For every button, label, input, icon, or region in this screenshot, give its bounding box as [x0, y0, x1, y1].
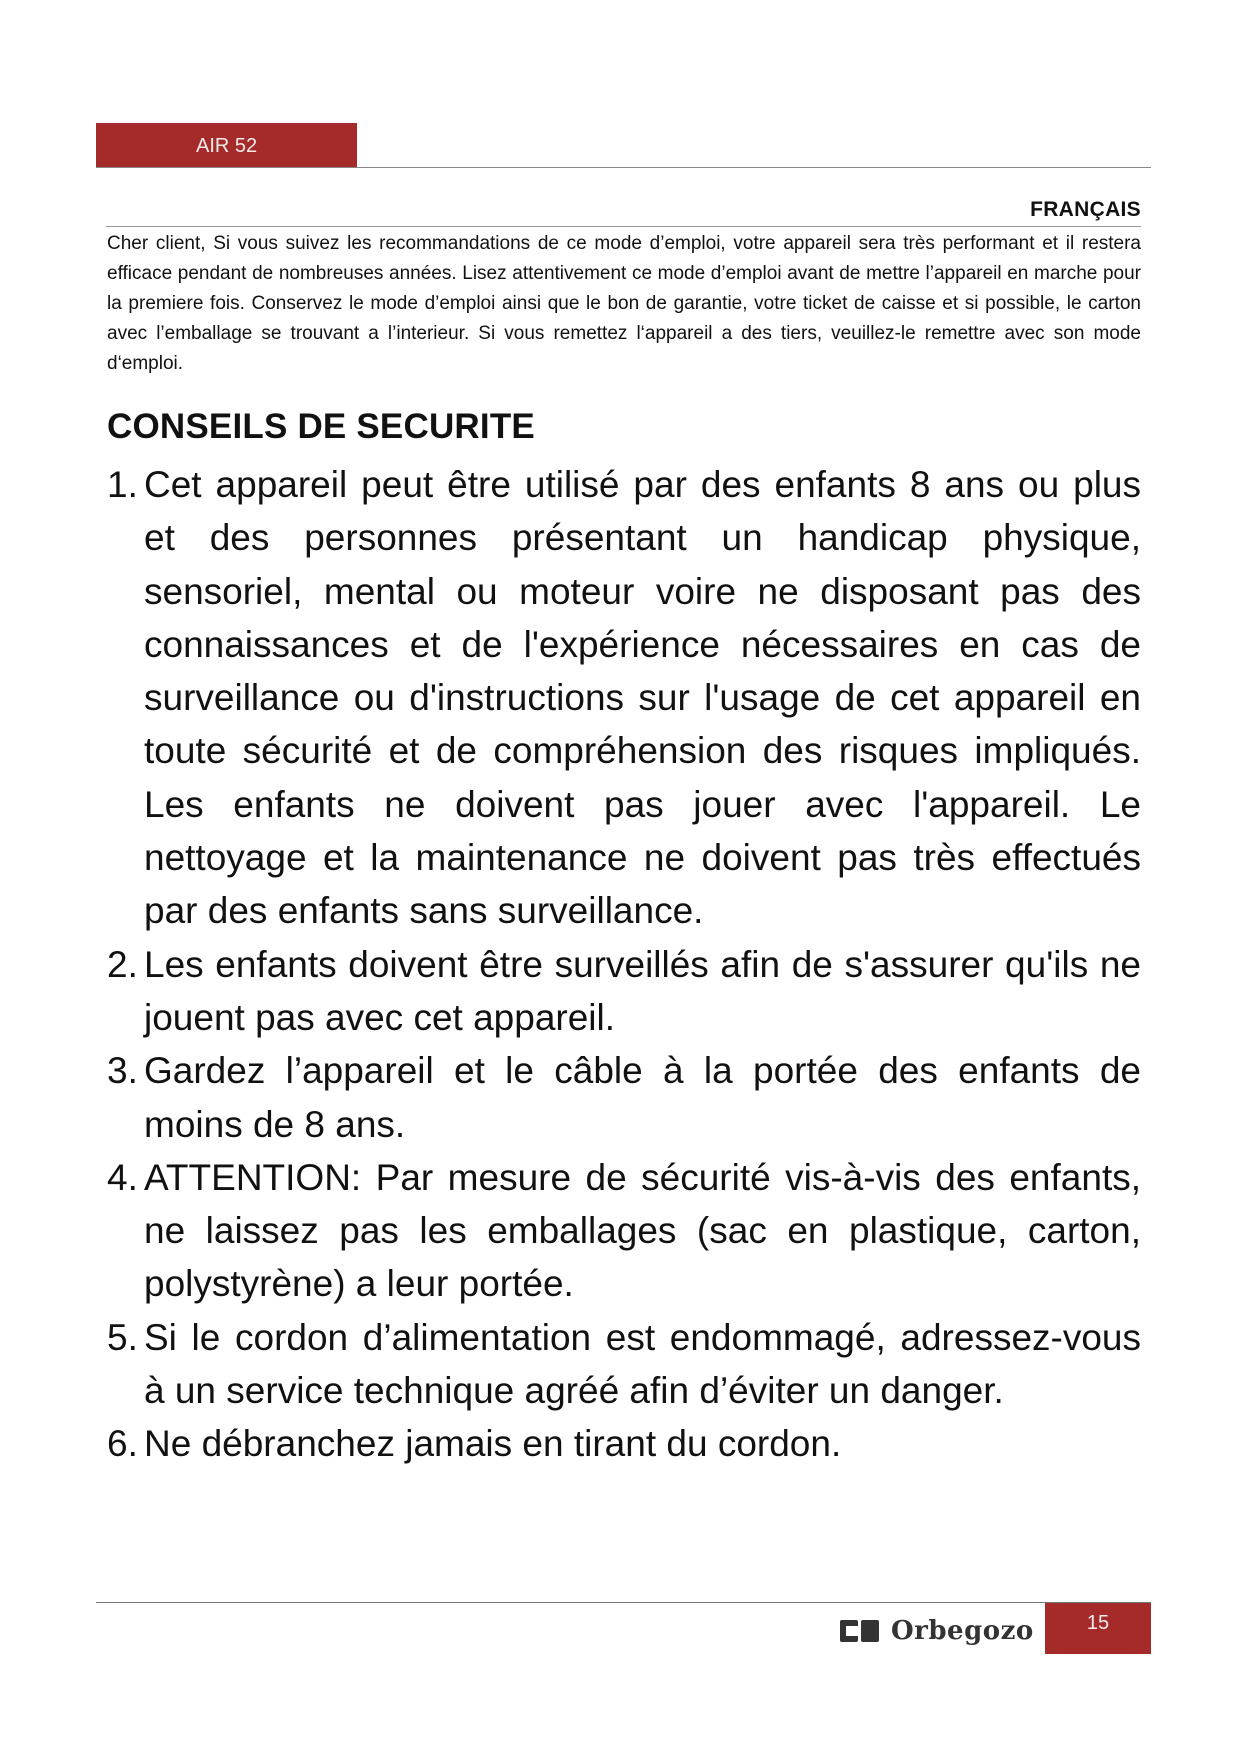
list-item — [107, 1044, 1141, 1151]
list-item — [107, 1417, 1141, 1470]
intro-paragraph: Cher client, Si vous suivez les recommandations de ce mode d’emploi, votre appareil sera très performant et il restera efficace pendant de nombreuses années. Lisez attentivement ce mode d’emploi avant de mettre l’appareil en marche pour la premiere fois. Conservez le mode d’emploi ainsi que le bon de garantie, votre ticket de caisse et si possible, le carton avec l’emballage se trouvant a l’interieur. Si vous remettez l‘appareil a des tiers, veuillez-le remettre avec son mode d‘emploi. — [107, 233, 1141, 374]
item-text: Ne débranchez jamais en tirant du cordon. — [144, 1423, 842, 1465]
item-text: ATTENTION: Par mesure de sécurité vis-à-vis des enfants, ne laissez pas les emballages (sac en plastique, carton, polystyrène) a leur portée. — [144, 1156, 1141, 1305]
section-title: CONSEILS DE SECURITE — [107, 407, 535, 446]
brand-name: Orbegozo — [891, 1616, 1034, 1646]
item-number: 5. — [107, 1316, 138, 1358]
safety-list — [107, 458, 1141, 1471]
brand-mark-icon — [840, 1620, 879, 1642]
item-number: 2. — [107, 943, 138, 985]
list-item — [107, 1311, 1141, 1418]
page-number: 15 — [1045, 1603, 1151, 1654]
list-item — [107, 458, 1141, 938]
item-text: Si le cordon d’alimentation est endommagé, adressez-vous à un service technique agréé afin d’éviter un danger. — [144, 1316, 1141, 1412]
item-text: Gardez l’appareil et le câble à la portée des enfants de moins de 8 ans. — [144, 1050, 1141, 1145]
footer-divider — [96, 1602, 1151, 1603]
item-number: 3. — [107, 1050, 138, 1092]
item-text: Cet appareil peut être utilisé par des enfants 8 ans ou plus et des personnes présentant un handicap physique, sensoriel, mental ou moteur voire ne disposant pas des connaissances et de l'expérience nécessaires en cas de surveillance ou d'instructions sur l'usage de cet appareil en toute sécurité et de compréhension des risques impliqués. Les enfants ne doivent pas jouer avec l'appareil. Le nettoyage et la maintenance ne doivent pas très effectués par des enfants sans surveillance. — [144, 464, 1141, 932]
item-text: Les enfants doivent être surveillés afin de s'assurer qu'ils ne jouent pas avec cet appareil. — [144, 943, 1141, 1038]
brand-logo — [840, 1612, 1040, 1650]
header-divider — [96, 167, 1151, 168]
model-tab: AIR 52 — [96, 123, 357, 167]
language-divider — [106, 226, 1141, 227]
item-number: 6. — [107, 1423, 138, 1465]
list-item — [107, 938, 1141, 1045]
list-item — [107, 1151, 1141, 1311]
language-label: FRANÇAIS — [1030, 198, 1141, 221]
item-number: 4. — [107, 1156, 138, 1198]
item-number: 1. — [107, 464, 138, 505]
